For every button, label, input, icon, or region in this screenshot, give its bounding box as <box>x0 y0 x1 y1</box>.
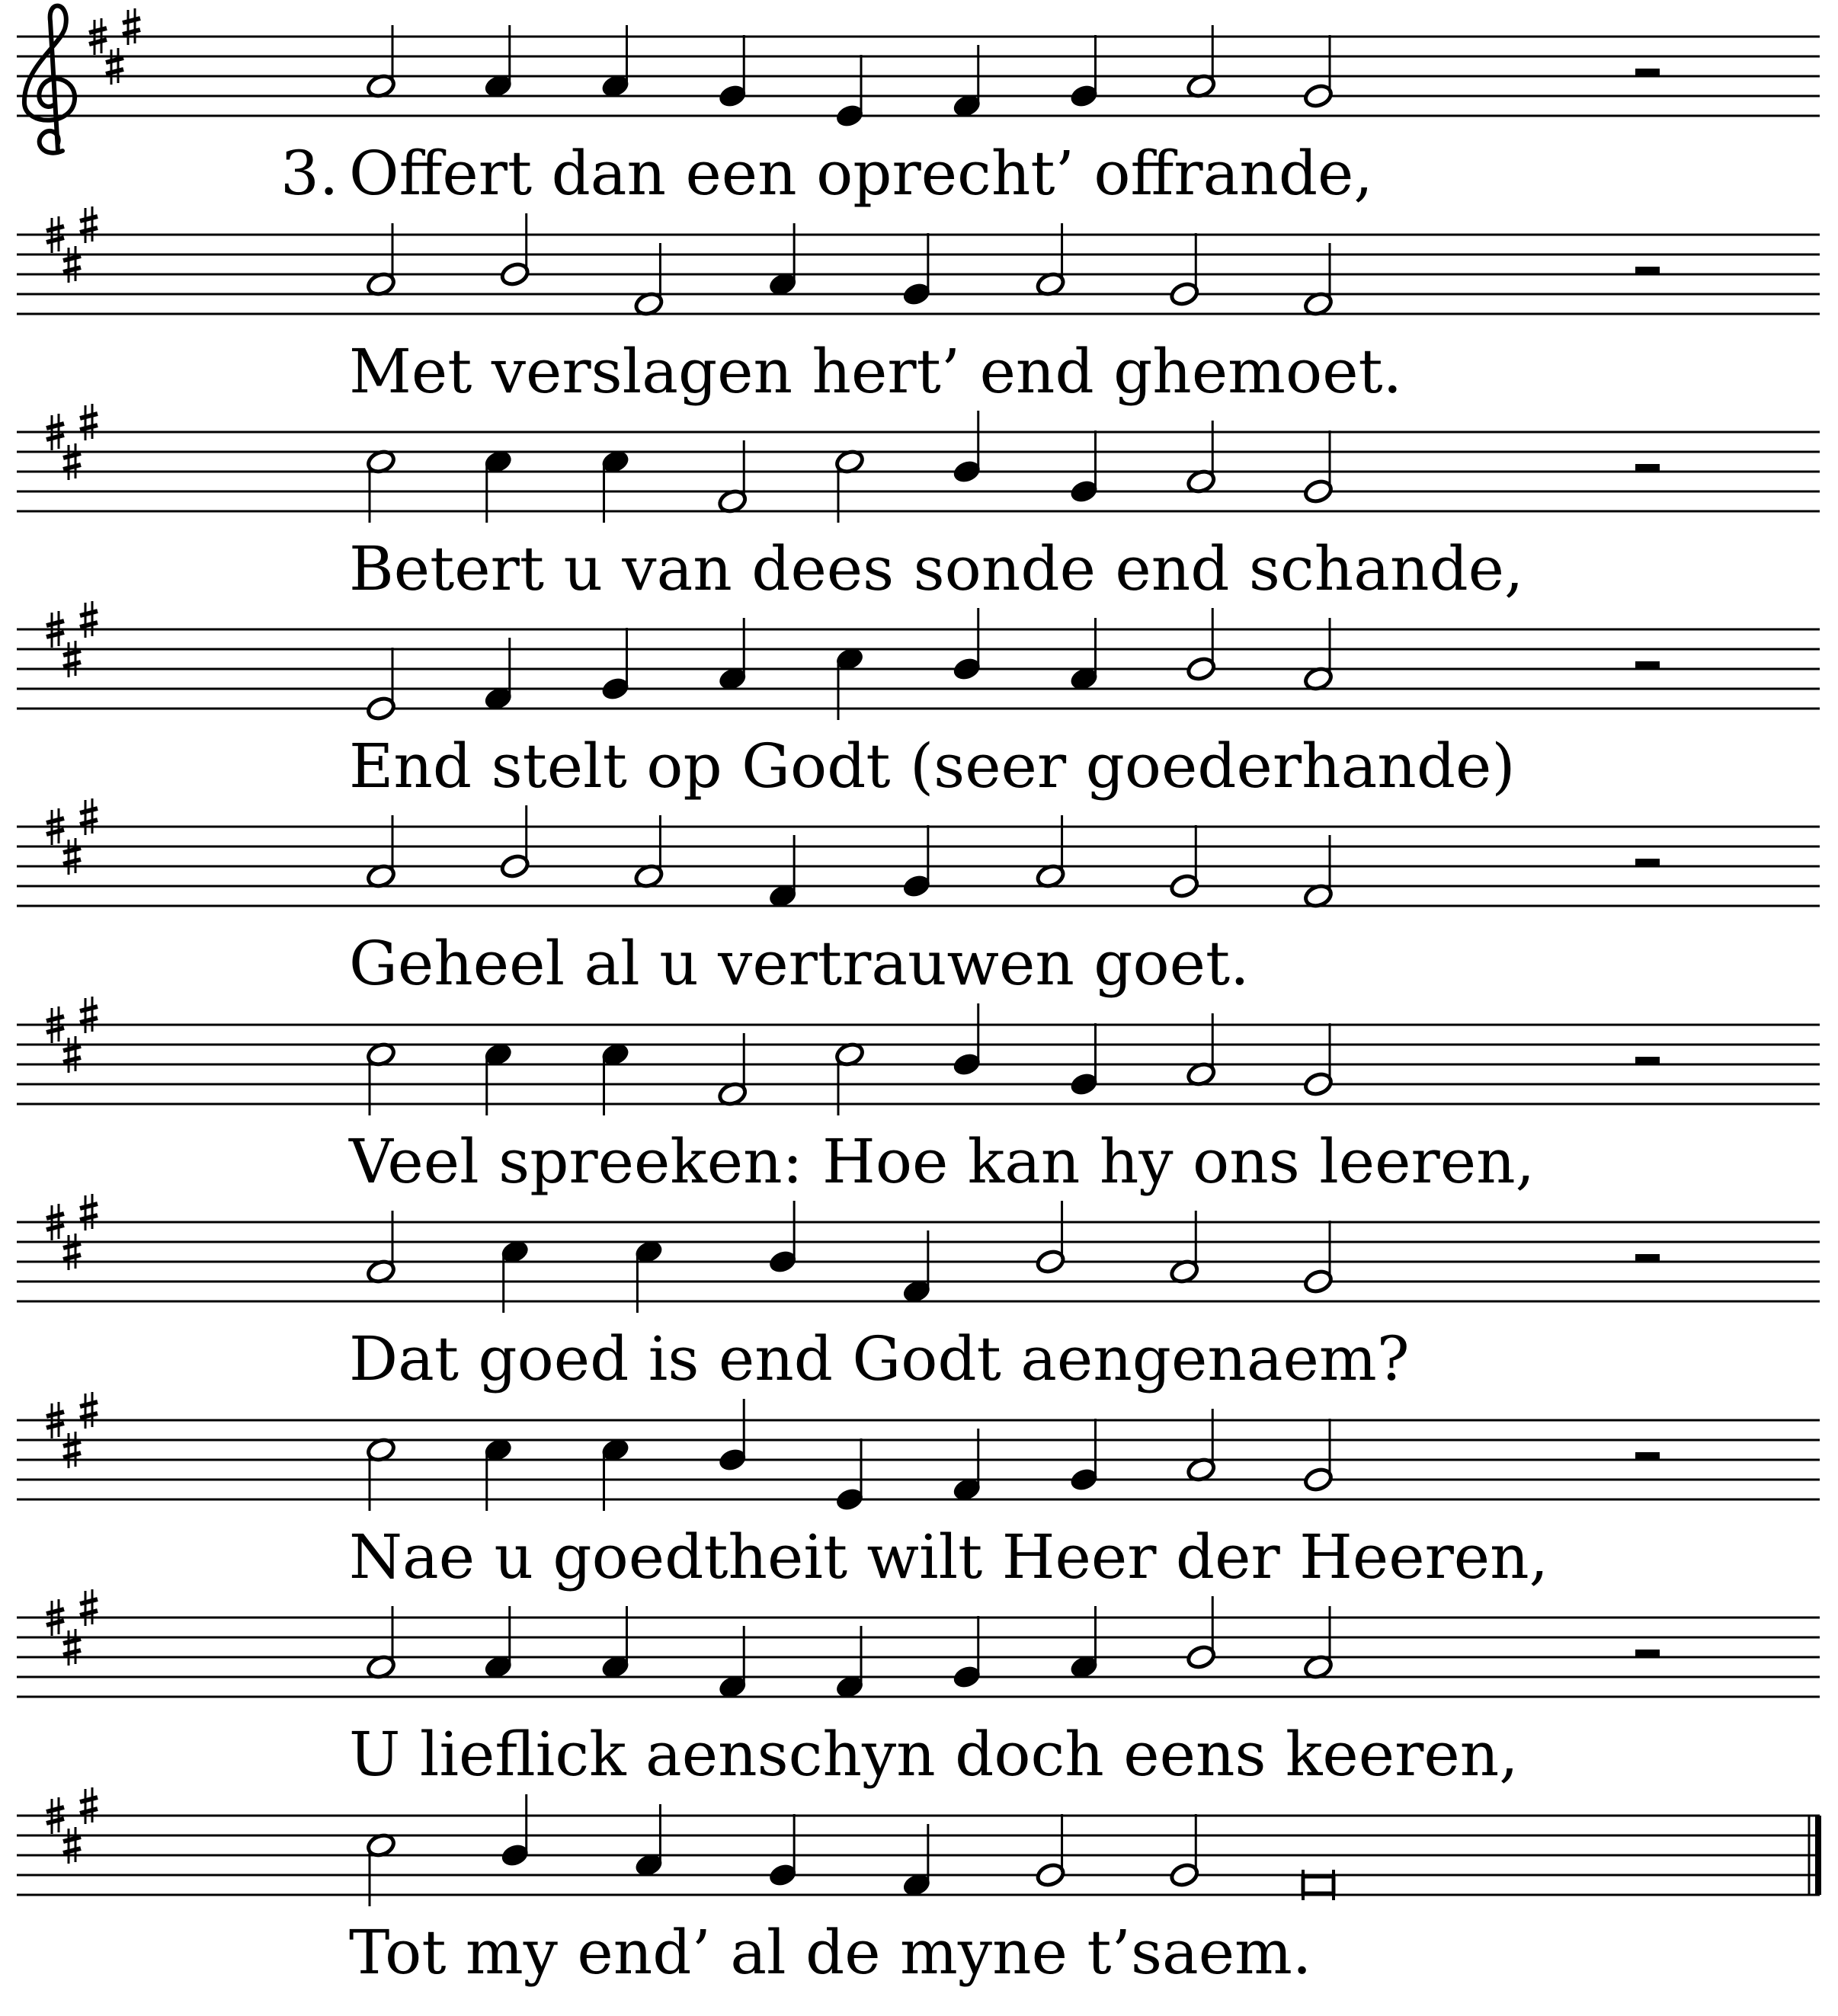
half-rest <box>1635 464 1660 472</box>
half-rest <box>1635 1452 1660 1460</box>
sharp-icon <box>63 1234 81 1270</box>
breve-note <box>1303 1877 1334 1893</box>
sharp-icon <box>63 1629 81 1666</box>
half-rest <box>1635 1254 1660 1262</box>
lyric-line: Betert u van dees sonde end schande, <box>349 533 1524 604</box>
lyric-line: Dat goed is end Godt aengenaem? <box>349 1323 1410 1394</box>
lyric-line: Veel spreeken: Hoe kan hy ons leeren, <box>349 1126 1535 1197</box>
half-rest <box>1635 267 1660 274</box>
sharp-icon <box>63 1432 81 1468</box>
lyric-line: End stelt op Godt (seer goederhande) <box>349 731 1516 802</box>
sharp-icon <box>80 1589 98 1626</box>
sharp-icon <box>80 1194 98 1230</box>
half-rest <box>1635 1650 1660 1657</box>
sharp-icon <box>80 1392 98 1429</box>
lyric-line: Met verslagen hert’ end ghemoet. <box>349 336 1403 407</box>
sharp-icon <box>80 1787 98 1824</box>
sharp-icon <box>80 206 98 243</box>
sharp-icon <box>106 48 123 85</box>
half-rest <box>1635 859 1660 866</box>
half-rest <box>1635 661 1660 669</box>
half-rest <box>1635 69 1660 76</box>
lyric-line: Tot my end’ al de myne t’saem. <box>349 1917 1312 1988</box>
sharp-icon <box>63 641 81 677</box>
sharp-icon <box>80 798 98 835</box>
lyric-line: Geheel al u vertrauwen goet. <box>349 928 1250 999</box>
sharp-icon <box>63 443 81 480</box>
half-rest <box>1635 1057 1660 1064</box>
sharp-icon <box>63 838 81 875</box>
sharp-icon <box>80 404 98 440</box>
sharp-icon <box>80 601 98 638</box>
sharp-icon <box>63 246 81 283</box>
lyric-line: Offert dan een oprecht’ offrande, <box>349 138 1373 209</box>
sharp-icon <box>63 1036 81 1073</box>
verse-number: 3. <box>280 138 339 209</box>
sharp-icon <box>80 997 98 1033</box>
treble-clef-icon <box>24 6 75 153</box>
lyric-line: U lieflick aenschyn doch eens keeren, <box>349 1719 1519 1790</box>
lyric-line: Nae u goedtheit wilt Heer der Heeren, <box>349 1522 1549 1592</box>
sharp-icon <box>123 8 140 45</box>
sharp-icon <box>63 1827 81 1864</box>
